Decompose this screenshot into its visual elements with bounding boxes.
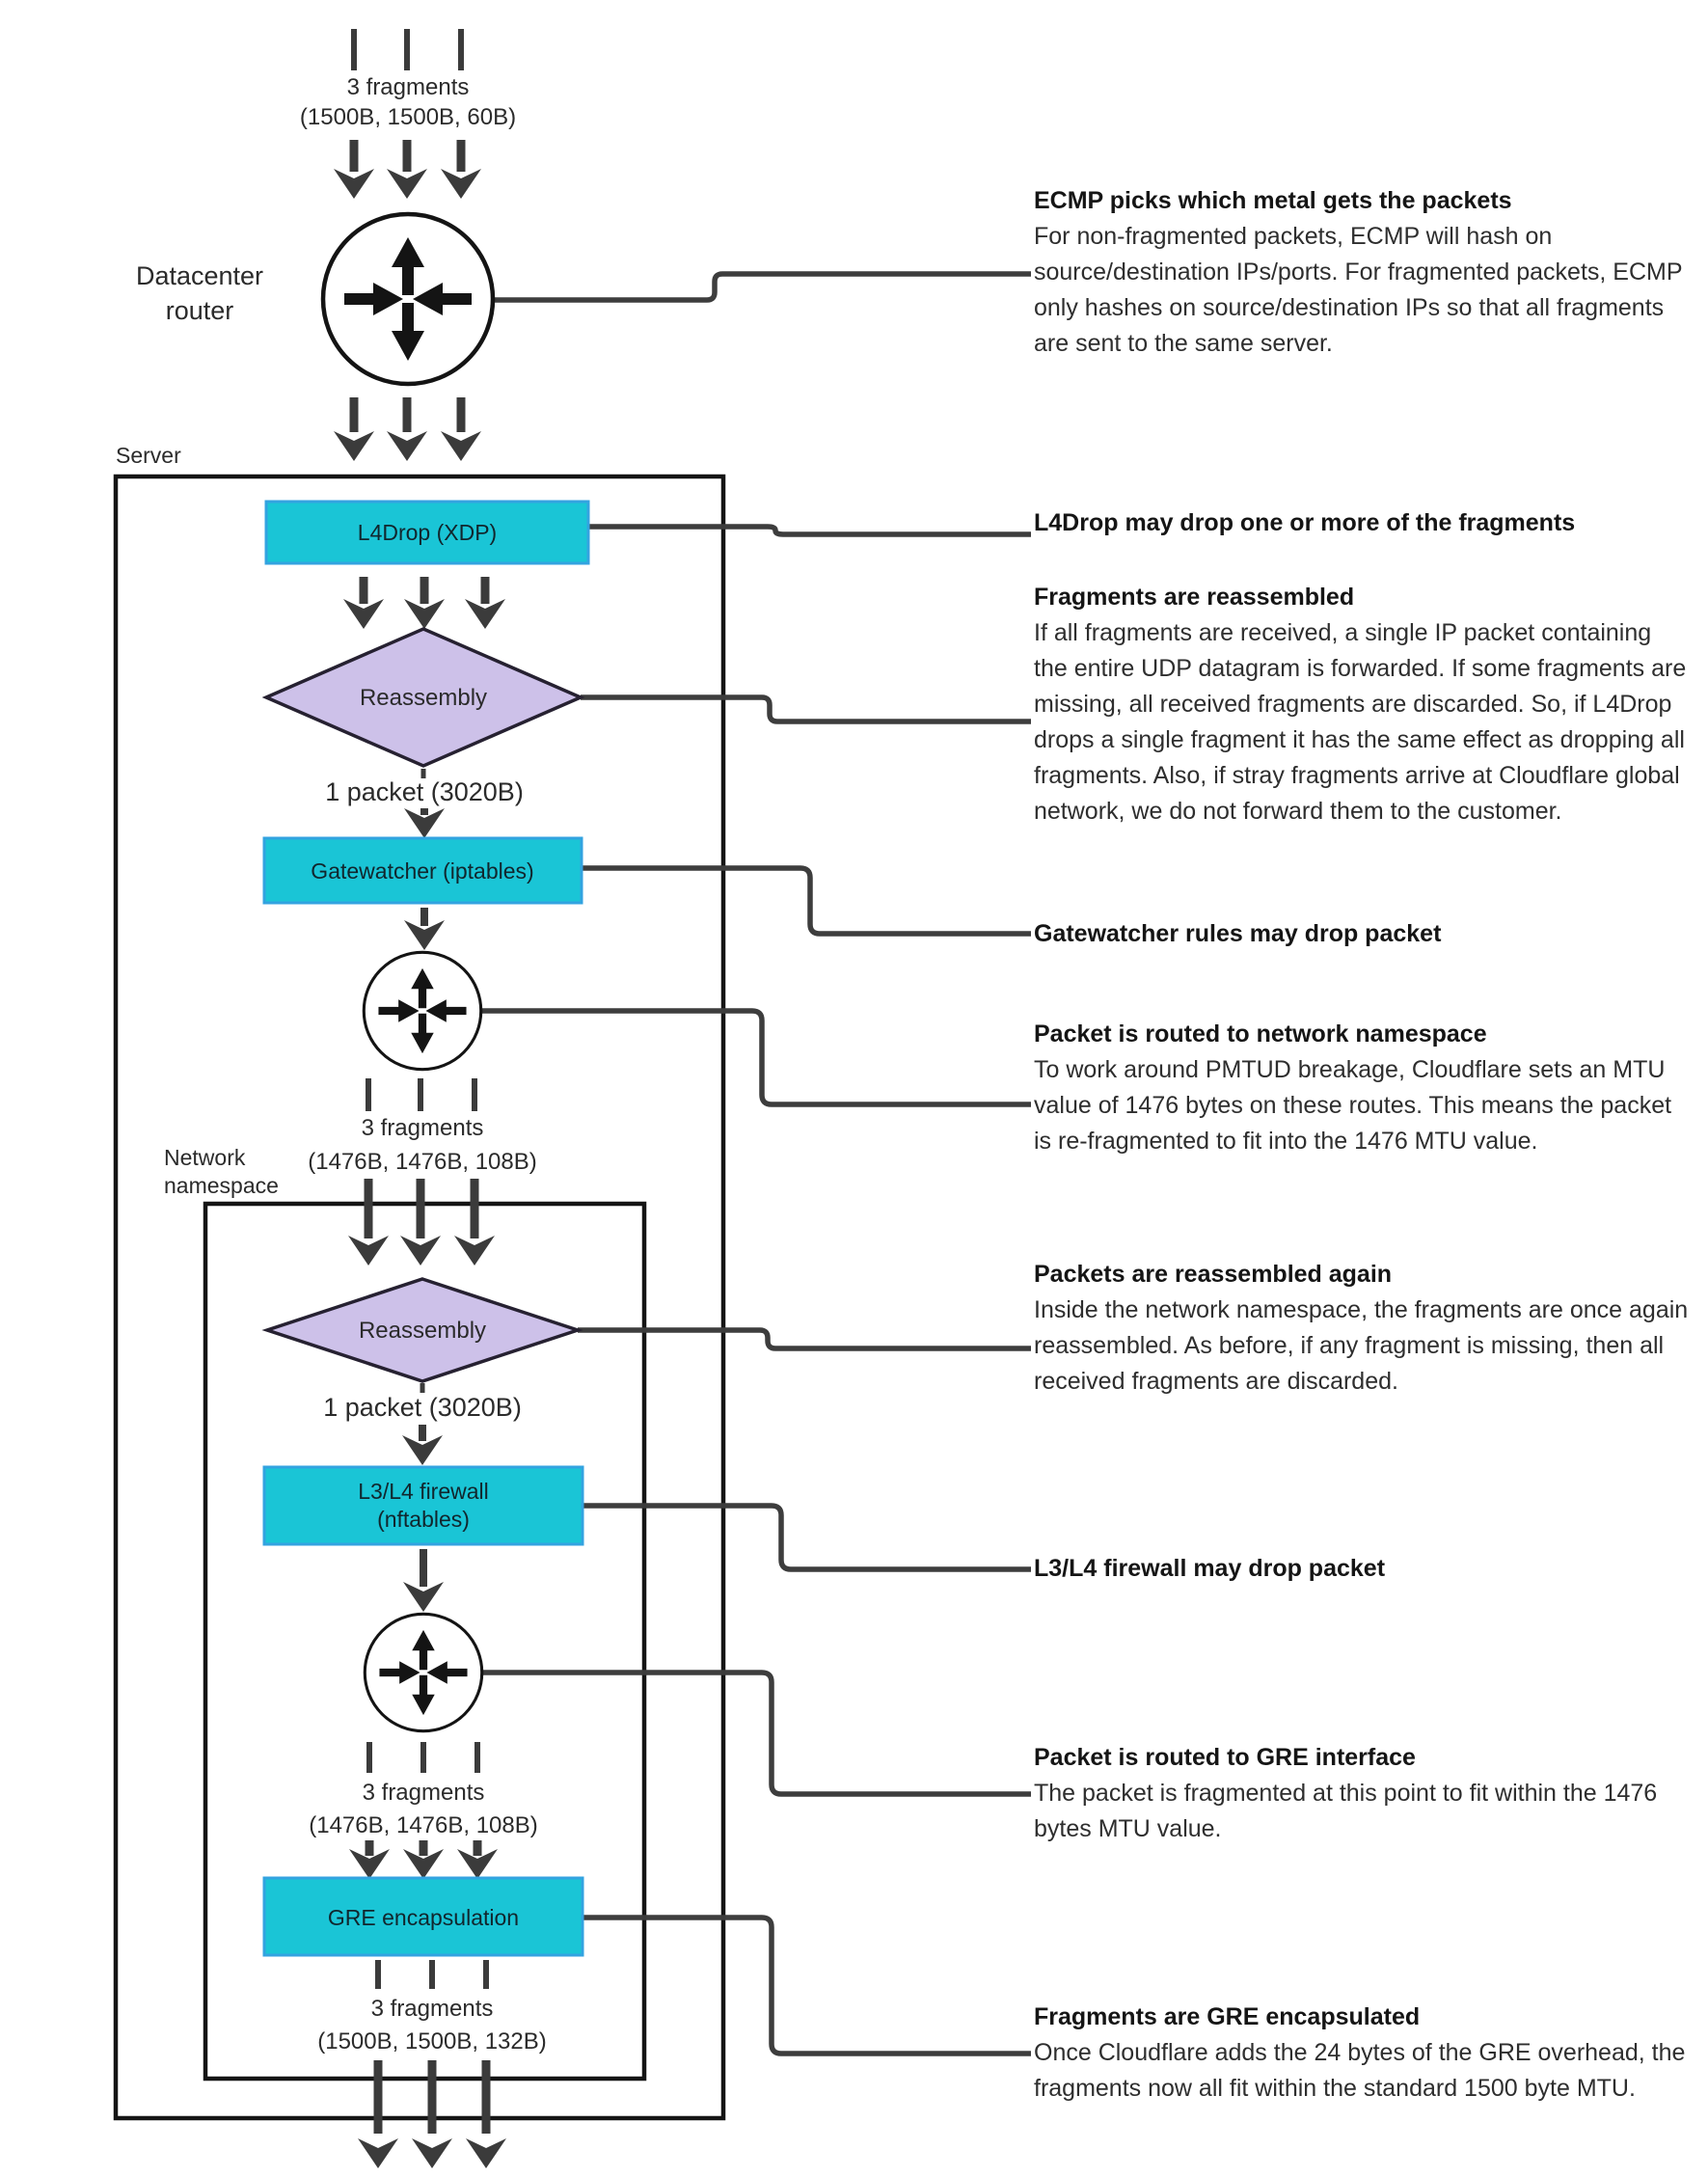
arrows-l4drop-reassembly bbox=[343, 577, 505, 629]
packet-label-2: 1 packet (3020B) bbox=[323, 1393, 522, 1422]
fragment-dashes-2 bbox=[368, 1078, 474, 1111]
reassembly-label-2: Reassembly bbox=[358, 1318, 487, 1344]
annotation-reassembled: Fragments are reassembled If all fragments are received, a single IP packet containing the entire UDP datagram is forwarded. If some fragments are missing, all received fragments are discarded. So, if L4Drop drops a single fragment it has the same effect as dropping all fragments. Also, if stray fragments arrive at Cloudflare global network, we do not forward them to the customer. bbox=[1034, 584, 1687, 825]
annotation-gatewatcher: Gatewatcher rules may drop packet bbox=[1034, 920, 1442, 947]
namespace-fragments-sizes: (1476B, 1476B, 108B) bbox=[309, 1812, 538, 1838]
server-fragments-label: 3 fragments bbox=[361, 1115, 484, 1141]
annotation-reassembled-again: Packets are reassembled again Inside the network namespace, the fragments are once again reassembled. As before, if any fragment is missing, then all received fragments are discarded. bbox=[1034, 1261, 1689, 1395]
datacenter-router-label: Datacenter router bbox=[135, 261, 264, 325]
reassembly-label-1: Reassembly bbox=[359, 685, 488, 711]
out-fragments-label: 3 fragments bbox=[370, 1996, 494, 2022]
arrows-into-server bbox=[334, 397, 481, 461]
fragment-dashes-3 bbox=[369, 1742, 477, 1773]
annotation-l4drop: L4Drop may drop one or more of the fragments bbox=[1034, 509, 1576, 536]
arrows-into-gre bbox=[349, 1840, 498, 1879]
l4drop-label: L4Drop (XDP) bbox=[357, 520, 498, 545]
annotation-firewall-drop: L3/L4 firewall may drop packet bbox=[1034, 1555, 1386, 1582]
server-fragments-sizes: (1476B, 1476B, 108B) bbox=[308, 1149, 537, 1175]
gatewatcher-label: Gatewatcher (iptables) bbox=[311, 858, 534, 884]
fragment-dashes-top bbox=[354, 29, 461, 70]
annotation-ecmp: ECMP picks which metal gets the packets For non-fragmented packets, ECMP will hash on source/destination IPs/ports. For fragmented packets, ECMP only hashes on source/destination IPs so that all fragments are sent to the same server. bbox=[1034, 187, 1683, 357]
gre-label: GRE encapsulation bbox=[327, 1905, 520, 1930]
out-fragments-sizes: (1500B, 1500B, 132B) bbox=[317, 2028, 547, 2055]
top-fragments-label: 3 fragments bbox=[346, 74, 470, 100]
router-icon bbox=[364, 952, 480, 1069]
arrow-firewall-router bbox=[403, 1549, 444, 1612]
namespace-fragments-label: 3 fragments bbox=[362, 1780, 485, 1806]
annotation-routed-namespace: Packet is routed to network namespace To work around PMTUD breakage, Cloudflare sets an MTU value of 1476 bytes on these routes. This means the packet is re-fragmented to fit into the 1476 MTU value. bbox=[1034, 1020, 1672, 1155]
arrows-into-namespace bbox=[348, 1179, 495, 1265]
annotation-routed-gre: Packet is routed to GRE interface The packet is fragmented at this point to fit within the 1476 bytes MTU value. bbox=[1034, 1744, 1658, 1842]
server-label: Server bbox=[116, 443, 181, 468]
l3l4-firewall-label: L3/L4 firewall (nftables) bbox=[358, 1479, 489, 1532]
arrow-gatewatcher-router bbox=[404, 908, 445, 950]
annotation-gre-encapsulated: Fragments are GRE encapsulated Once Cloudflare adds the 24 bytes of the GRE overhead, the fragments now all fit within the standard 1500 byte MTU. bbox=[1034, 2003, 1686, 2102]
top-fragments-sizes: (1500B, 1500B, 60B) bbox=[299, 104, 517, 130]
arrows-into-router bbox=[334, 140, 481, 199]
router-icon bbox=[365, 1614, 481, 1730]
router-icon bbox=[323, 214, 493, 384]
arrows-out-of-server bbox=[358, 2060, 506, 2168]
fragment-dashes-4 bbox=[378, 1960, 486, 1989]
network-namespace-label: Network namespace bbox=[164, 1145, 279, 1198]
packet-label-1: 1 packet (3020B) bbox=[325, 777, 524, 806]
